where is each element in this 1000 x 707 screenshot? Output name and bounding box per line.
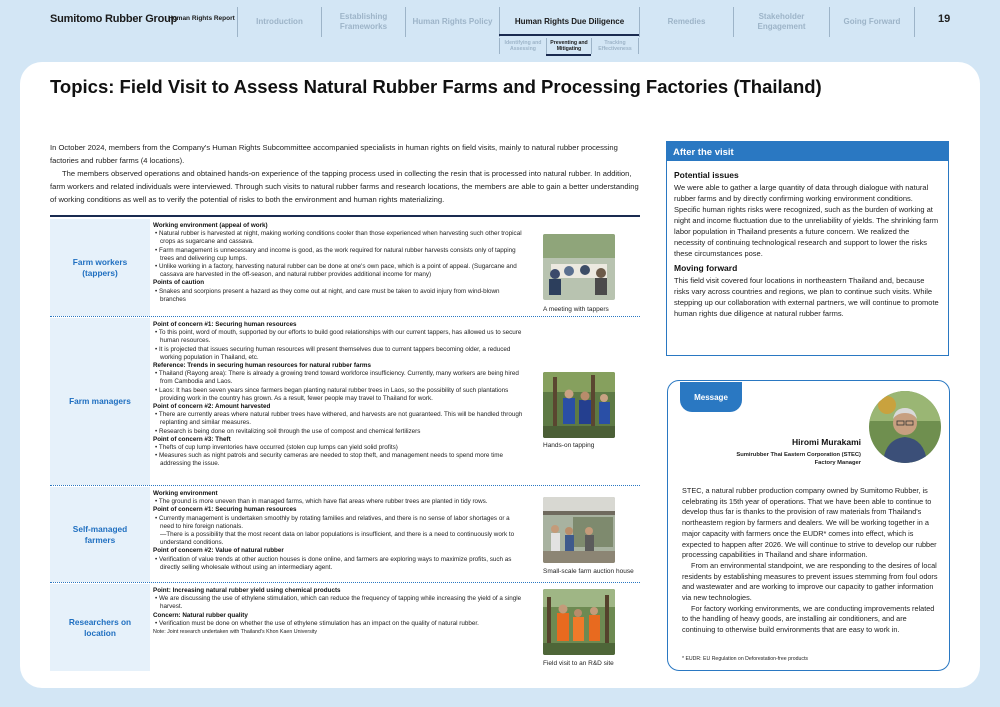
message-paragraph-2: From an environmental standpoint, we are responding to the desires of local residents by establishing measures to prevent issues stemming from foul odors and wastewater and are working to improve our capacity to gather information via new technologies.: [682, 560, 938, 603]
intro-paragraph-1: In October 2024, members from the Company's Human Rights Subcommittee accompanied specialists in human rights on field visits, mainly to natural rubber processing factories and rubber farms (4 locations).: [50, 143, 618, 165]
footnote: * EUDR: EU Regulation on Deforestation-free products: [682, 656, 809, 662]
row-researchers: [50, 584, 640, 671]
row-heading: Point of concern #2: Value of natural rubber: [153, 547, 284, 555]
row-bullet: • To this point, word of mouth, supported by our efforts to build good relationships with our current tappers, has allowed us to secure human resources.: [155, 329, 522, 345]
row-bullet: • Measures such as night patrols and security cameras are needed to stop theft, and management needs to spend more time addressing the issue.: [155, 452, 504, 468]
speaker-title: Sumirubber Thai Eastern Corporation (STEC) Factory Manager: [736, 452, 861, 466]
photo-rd-site: [543, 589, 615, 655]
nav-introduction[interactable]: Introduction: [237, 7, 321, 37]
nav-remedies[interactable]: Remedies: [639, 7, 733, 37]
row-heading: Concern: Natural rubber quality: [153, 611, 248, 619]
after-visit-box: [666, 141, 949, 356]
row-bullet: • We are discussing the use of ethylene stimulation, which can reduce the frequency of tapping while increasing the yield of a single harvest.: [155, 595, 522, 611]
table-top-rule: [50, 215, 640, 217]
row-farm-workers: [50, 219, 640, 317]
photo-caption: Hands-on tapping: [543, 442, 595, 449]
photo-caption: A meeting with tappers: [543, 306, 609, 313]
potential-issues-heading: Potential issues: [674, 170, 739, 180]
row-heading: Reference: Trends in securing human resources for natural rubber farms: [153, 362, 372, 370]
row-body: [153, 321, 525, 469]
row-label: Farm workers (tappers): [50, 219, 150, 316]
row-bullet: • The ground is more uneven than in managed farms, which have flat areas where rubber trees are planted in tidy rows.: [155, 498, 488, 506]
row-bullet: • There are currently areas where natural rubber trees have withered, and harvests are not guaranteed. This will be handled through replanting and similar measures.: [155, 411, 523, 427]
row-bullet: • Natural rubber is harvested at night, making working conditions cooler than those experienced when harvesting such other tropical crops as sugarcane and cassava.: [155, 230, 522, 246]
row-heading: Points of caution: [153, 279, 205, 287]
row-heading: Working environment: [153, 490, 218, 497]
photo-meeting-with-tappers: [543, 234, 615, 300]
row-bullet: • Laos: It has been seven years since farmers began planting natural rubber trees in Laos, so the possibility of such plantations providing work in the country has grown. As a result, fewer people may travel to Thailand for work.: [155, 386, 509, 402]
moving-forward-heading: Moving forward: [674, 263, 738, 273]
report-name: Human Rights Report: [168, 15, 235, 22]
row-bullet: • Thefts of cup lump inventories have occurred (stolen cup lumps can yield solid profits): [155, 444, 398, 452]
row-farm-managers: [50, 318, 640, 486]
photo-caption: Field visit to an R&D site: [543, 660, 614, 667]
speaker-name: Hiromi Murakami: [792, 437, 861, 447]
row-body: [153, 490, 525, 572]
nav-due-diligence[interactable]: Human Rights Due Diligence: [499, 7, 639, 37]
row-bullet: • Research is being done on revitalizing soil through the use of compost and chemical fertilizers: [155, 427, 421, 435]
message-text: [682, 486, 940, 636]
row-bullet: • Snakes and scorpions present a hazard as they come out at night, and care must be taken to avoid injury from wind-blown branches: [155, 287, 500, 303]
photo-caption: Small-scale farm auction house: [543, 568, 634, 575]
photo-farm-auction-house: [543, 497, 615, 563]
page-header: [0, 0, 1000, 56]
row-body: [153, 587, 525, 636]
row-note: Note: Joint research undertaken with Thailand's Khon Kaen University: [153, 629, 318, 636]
row-bullet: • Verification of value trends at other auction houses is done online, and farmers are exploring ways to maximize profits, such as directly selling wholesale without using an intermediary agent.: [155, 555, 512, 571]
after-visit-heading: After the visit: [667, 142, 948, 161]
nav-going-forward[interactable]: Going Forward: [829, 7, 915, 37]
row-subnote: —There is a possibility that the most recent data on labor populations is insufficient, and there is a need to continuously work to understand conditions.: [160, 531, 515, 547]
message-paragraph-3: For factory working environments, we are conducting improvements related to the handling of heavy goods, are installing air conditioners, and are continuing to otherwise build environments that are easy to work in.: [682, 603, 935, 635]
photo-hands-on-tapping: [543, 372, 615, 438]
row-self-managed-farmers: [50, 487, 640, 583]
row-bullet: • Verification must be done on whether the use of ethylene stimulation has an impact on the quality of natural rubber.: [155, 619, 479, 627]
brand-name: Sumitomo Rubber Group: [50, 13, 178, 25]
row-bullet: • Thailand (Rayong area): There is already a growing trend toward workforce insufficiency. Currently, many workers are being hired from Cambodia and Laos.: [155, 370, 519, 386]
subnav-preventing[interactable]: Preventing and Mitigating: [546, 38, 591, 54]
potential-issues-text: We were able to gather a large quantity of data through dialogue with natural rubber farms and by directly confirming working environment conditions. Specific human rights risks were recognized, such as the burden of working at night and income fluctuation due to the unreliability of yields. The shrinking farm labor population in Thailand presents a future concern. We realized the necessity of continuing technological research and support to lower the risks these circumstances pose.: [674, 183, 939, 258]
row-heading: Point of concern #2: Amount harvested: [153, 403, 271, 411]
intro-paragraph-2: The members observed operations and obtained hands-on experience of the tapping process used in collecting the resin that is processed into natural rubber. In addition, farm workers and related individuals were interviewed. Through such visits to natural rubber farms and research locations, the members are able to gain a better understanding of working conditions as well as to verify the potential of risks to both the environment and human rights materializing.: [50, 169, 639, 204]
row-label: Self-managed farmers: [50, 487, 150, 582]
row-heading: Working environment (appeal of work): [153, 222, 268, 229]
row-heading: Point: Increasing natural rubber yield using chemical products: [153, 587, 341, 594]
moving-forward-text: This field visit covered four locations in northeastern Thailand and, because risks vary across countries and regions, we plan to continue such visits. While stepping up our collaboration with external partners, we will continue to promote human rights due diligence at natural rubber farms.: [674, 276, 939, 318]
row-heading: Point of concern #1: Securing human resources: [153, 506, 297, 514]
row-bullet: • Farm management is unnecessary and income is good, as the work required for natural rubber harvests consists only of tapping trees and delivering cup lumps.: [155, 246, 516, 262]
nav-stakeholder-engagement[interactable]: Stakeholder Engagement: [733, 7, 829, 37]
page-title: Topics: Field Visit to Assess Natural Rubber Farms and Processing Factories (Thailand): [50, 76, 822, 97]
active-section-bar: [499, 34, 639, 36]
page-number: 19: [938, 13, 951, 25]
row-bullet: • It is projected that issues securing human resources will present themselves due to current tappers becoming older, a reduced working population in Thailand, etc.: [155, 345, 511, 361]
nav-human-rights-policy[interactable]: Human Rights Policy: [405, 7, 499, 37]
message-tab: Message: [680, 382, 742, 412]
row-heading: Point of concern #3: Theft: [153, 435, 231, 443]
message-paragraph-1: STEC, a natural rubber production company owned by Sumitomo Rubber, is celebrating its 15th year of operations. That we have been able to continue to develop thus far is thanks to the provision of raw materials from Thailand's northeastern region by farmers and dealers. We will be working together in a major capacity with farmers once the EUDR* comes into effect, which is expected to happen after 2026. We will continue to strive to develop our rubber processing capabilities in Thailand and share information.: [682, 486, 937, 560]
nav-establishing-frameworks[interactable]: Establishing Frameworks: [321, 7, 405, 37]
row-bullet: • Currently management is undertaken smoothly by rotating families and relatives, and there is no sense of labor shortages or a need to hire foreign nationals.: [155, 514, 510, 530]
active-subsection-underline: [546, 54, 591, 56]
intro-text: [50, 141, 640, 206]
row-body: [153, 222, 525, 304]
subnav-tracking[interactable]: Tracking Effectiveness: [591, 38, 639, 54]
row-bullet: • Unlike working in a factory, harvesting natural rubber can be done at one's own pace, which is a point of appeal. (Sugarcane and cassava are harvested in the off-season, and natural rubber provides additional income for many): [155, 263, 517, 279]
subnav-identifying[interactable]: Identifying and Assessing: [499, 38, 546, 54]
avatar: [869, 391, 941, 463]
row-heading: Point of concern #1: Securing human resources: [153, 321, 297, 328]
row-label: Farm managers: [50, 318, 150, 485]
row-label: Researchers on location: [50, 584, 150, 671]
